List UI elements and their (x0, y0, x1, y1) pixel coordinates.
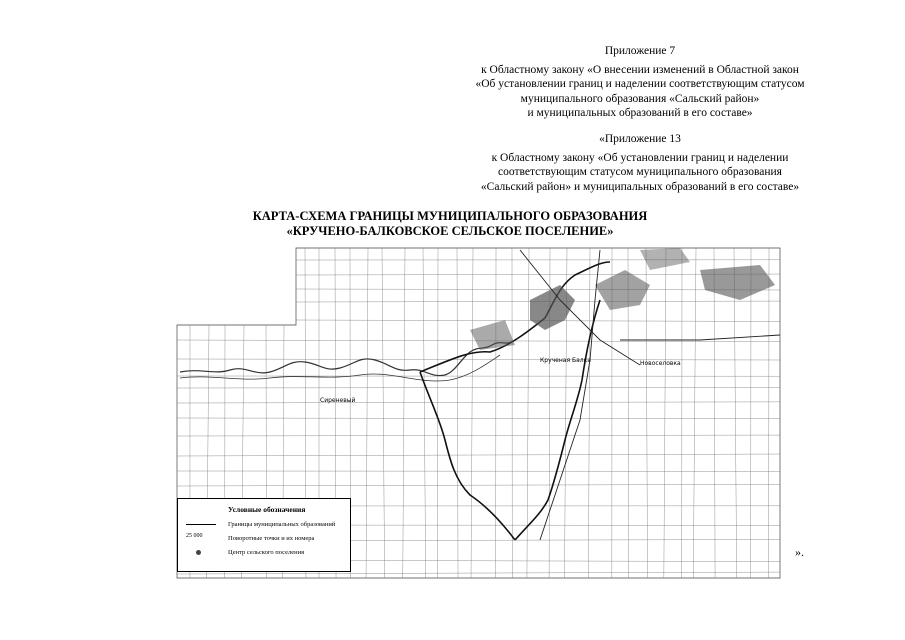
map-boundary (420, 262, 610, 540)
map-label-settlement3: Новоселовка (640, 360, 681, 367)
point-number-symbol: 25 000 (186, 533, 203, 539)
map-river (180, 342, 512, 381)
appendix13-line: соответствующим статусом муниципального образования (498, 166, 782, 178)
appendix13-line: «Сальский район» и муниципальных образований в его составе» (480, 180, 800, 193)
map-legend (177, 498, 351, 572)
appendix7-line: «Об установлении границ и наделении соответствующим статусом (475, 78, 805, 90)
legend-item-points: Поворотные точки и их номера (228, 535, 315, 542)
appendix7-title: Приложение 7 (604, 45, 676, 57)
boundary-line-icon (186, 524, 216, 525)
appendix7-line: и муниципальных образований в его составе» (527, 107, 753, 119)
map-label-settlement1: Крученая Балка (540, 357, 591, 364)
appendix13-title: «Приложение 13 (599, 133, 681, 145)
appendix7-line: муниципального образования «Сальский район» (520, 92, 760, 105)
map-labels (320, 357, 681, 404)
legend-item-center: Центр сельского поселения (228, 549, 305, 556)
center-dot-icon (196, 550, 201, 555)
closing-quote: ». (795, 545, 804, 559)
map-title-line2: «КРУЧЕНО-БАЛКОВСКОЕ СЕЛЬСКОЕ ПОСЕЛЕНИЕ» (286, 224, 614, 238)
map-title-line1: КАРТА-СХЕМА ГРАНИЦЫ МУНИЦИПАЛЬНОГО ОБРАЗОВАНИЯ (252, 209, 648, 223)
map-label-settlement2: Сиреневый (320, 397, 356, 404)
legend-title: Условные обозначения (228, 505, 306, 514)
appendix7-line: к Областному закону «О внесении изменений в Областной закон (481, 63, 799, 76)
appendix13-line: к Областному закону «Об установлении границ и наделении (491, 151, 789, 164)
legend-item-boundary: Границы муниципальных образований (228, 521, 336, 528)
map-settlement-areas (470, 248, 775, 350)
